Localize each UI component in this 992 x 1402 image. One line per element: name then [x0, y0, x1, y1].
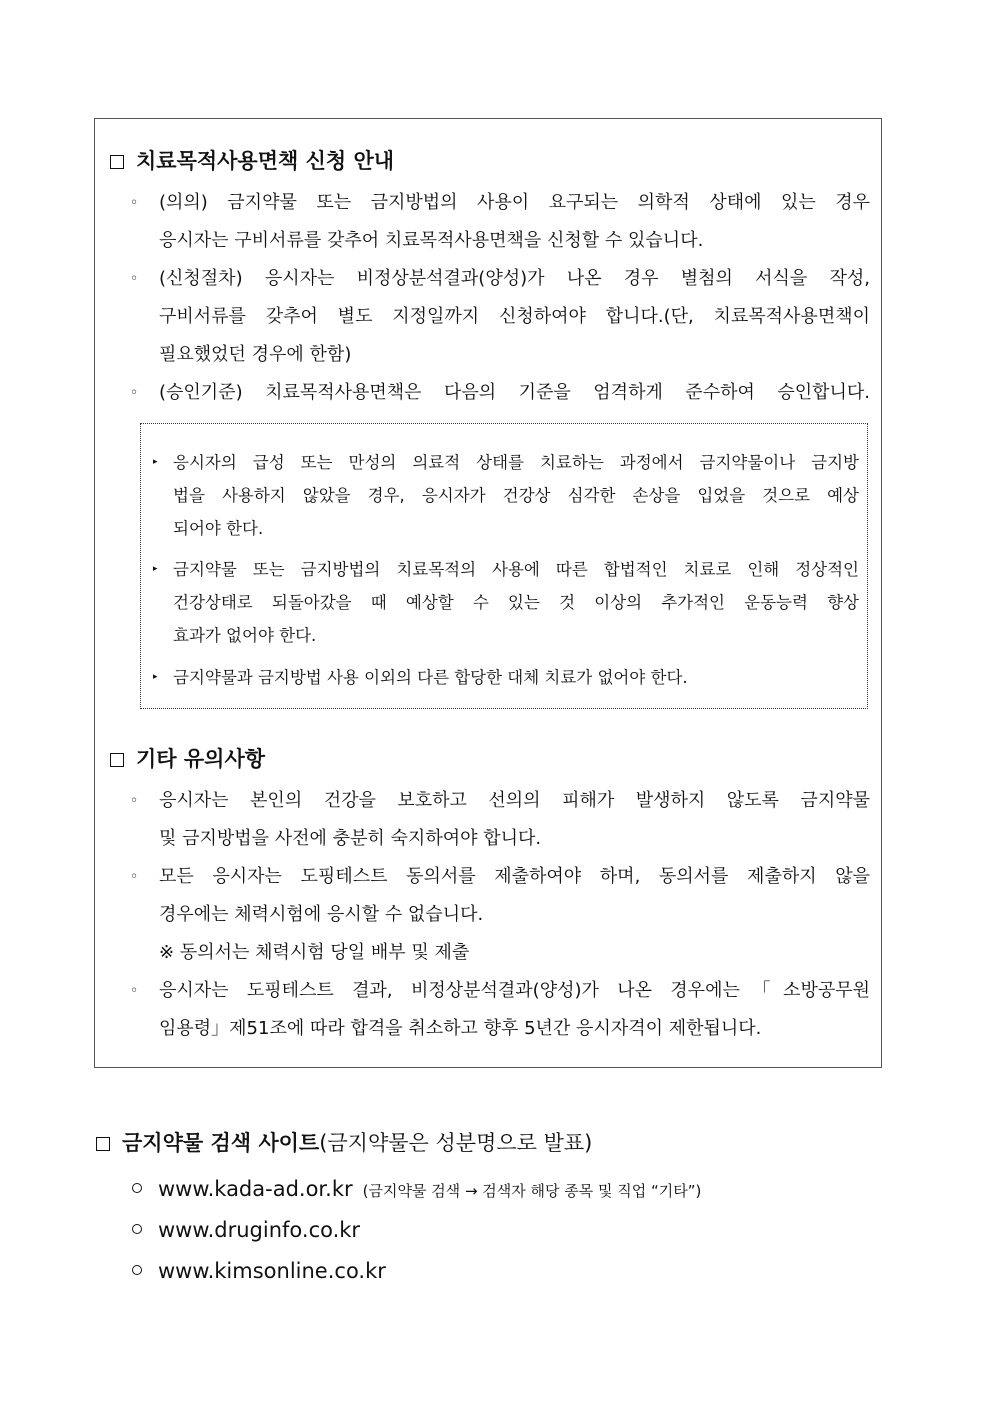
- checkbox-square-icon: [110, 155, 124, 169]
- criteria-line: 되어야 한다.: [173, 519, 264, 538]
- section-heading-tue: [110, 145, 394, 175]
- criteria-line: 법을 사용하지 않았을 경우, 응시자가 건강상 심각한 손상을 입었을 것으로 예상: [173, 486, 859, 505]
- paragraph-line: 응시자는 본인의 건강을 보호하고 선의의 피해가 발생하지 않도록 금지약물: [159, 790, 870, 811]
- paragraph-line: 모든 응시자는 도핑테스트 동의서를 제출하여야 하며, 동의서를 제출하지 않을: [159, 866, 870, 887]
- paragraph-consent-form: [130, 858, 870, 934]
- site-list-item: [132, 1177, 701, 1201]
- consent-note: ※ 동의서는 체력시험 당일 배부 및 제출: [159, 942, 470, 963]
- paragraph-procedure: [130, 260, 870, 374]
- paragraph-approval-criteria: [130, 374, 870, 412]
- small-circle-bullet-icon: ◦: [130, 793, 139, 809]
- site-link-kada[interactable]: www.kada-ad.or.kr: [158, 1177, 353, 1201]
- section-title: 치료목적사용면책 신청 안내: [136, 149, 395, 173]
- criteria-item: [153, 553, 859, 652]
- paragraph-line: 임용령」제51조에 따라 합격을 취소하고 향후 5년간 응시자격이 제한됩니다.: [159, 1018, 762, 1039]
- site-hint: (금지약물 검색 → 검색자 해당 종목 및 직업 “기타”): [362, 1182, 702, 1200]
- criteria-line: 건강상태로 되돌아갔을 때 예상할 수 있는 것 이상의 추가적인 운동능력 향상: [173, 593, 859, 612]
- paragraph-line: 구비서류를 갖추어 별도 지정일까지 신청하여야 합니다.(단, 치료목적사용면책이: [159, 306, 870, 327]
- section-heading-other-notes: [110, 743, 265, 773]
- circle-bullet-icon: [132, 1183, 142, 1193]
- small-circle-bullet-icon: ◦: [130, 271, 139, 287]
- criteria-line: 효과가 없어야 한다.: [173, 626, 317, 645]
- paragraph-line: 경우에는 체력시험에 응시할 수 없습니다.: [159, 904, 484, 925]
- paragraph-line: 필요했었던 경우에 한함): [159, 344, 352, 365]
- circle-bullet-icon: [132, 1265, 142, 1275]
- search-subtitle: (금지약물은 성분명으로 발표): [319, 1131, 593, 1155]
- checkbox-square-icon: [110, 753, 124, 767]
- paragraph-line: 응시자는 도핑테스트 결과, 비정상분석결과(양성)가 나온 경우에는「소방공무원: [159, 980, 870, 1001]
- triangle-marker-icon: ▸: [153, 672, 158, 682]
- criteria-item: [153, 661, 859, 694]
- triangle-marker-icon: ▸: [153, 564, 158, 574]
- circle-bullet-icon: [132, 1224, 142, 1234]
- paragraph-definition: [130, 184, 870, 260]
- site-list-item: [132, 1218, 360, 1242]
- search-sites-heading: [96, 1127, 592, 1157]
- criteria-box: [140, 423, 868, 709]
- paragraph-line: (의의) 금지약물 또는 금지방법의 사용이 요구되는 의학적 상태에 있는 경우: [159, 192, 870, 213]
- checkbox-square-icon: [96, 1137, 110, 1151]
- criteria-line: 응시자의 급성 또는 만성의 의료적 상태를 치료하는 과정에서 금지약물이나 금지방: [173, 453, 859, 472]
- paragraph-line: (신청절차) 응시자는 비정상분석결과(양성)가 나온 경우 별첨의 서식을 작성,: [159, 268, 870, 289]
- triangle-marker-icon: ▸: [153, 457, 158, 467]
- small-circle-bullet-icon: ◦: [130, 869, 139, 885]
- paragraph-line: 응시자는 구비서류를 갖추어 치료목적사용면책을 신청할 수 있습니다.: [159, 230, 704, 251]
- site-link-druginfo[interactable]: www.druginfo.co.kr: [158, 1218, 361, 1242]
- paragraph-line: (승인기준) 치료목적사용면책은 다음의 기준을 엄격하게 준수하여 승인합니다.: [159, 382, 870, 403]
- site-list-item: [132, 1259, 386, 1283]
- site-link-kimsonline[interactable]: www.kimsonline.co.kr: [158, 1259, 386, 1283]
- section-title: 기타 유의사항: [136, 747, 266, 771]
- criteria-line: 금지약물 또는 금지방법의 치료목적의 사용에 따른 합법적인 치료로 인해 정상적인: [173, 560, 859, 579]
- criteria-item: [153, 446, 859, 545]
- paragraph-line: 및 금지방법을 사전에 충분히 숙지하여야 합니다.: [159, 828, 542, 849]
- paragraph-health-protection: [130, 782, 870, 858]
- paragraph-disqualification: [130, 972, 870, 1048]
- small-circle-bullet-icon: ◦: [130, 195, 139, 211]
- criteria-line: 금지약물과 금지방법 사용 이외의 다른 합당한 대체 치료가 없어야 한다.: [173, 668, 688, 687]
- small-circle-bullet-icon: ◦: [130, 385, 139, 401]
- search-title: 금지약물 검색 사이트: [122, 1131, 320, 1155]
- small-circle-bullet-icon: ◦: [130, 983, 139, 999]
